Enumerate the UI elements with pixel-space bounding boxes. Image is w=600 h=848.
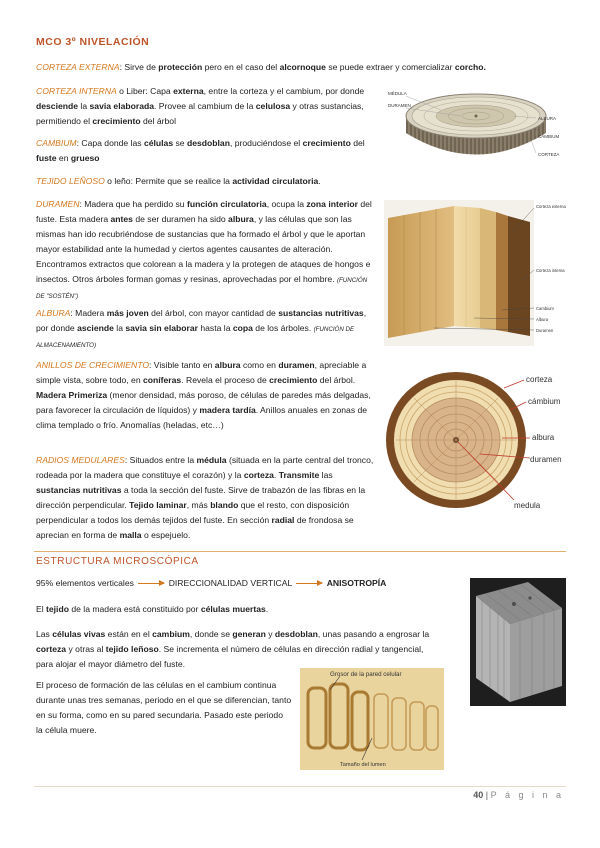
log-label-albura: ALBURA: [538, 116, 557, 121]
log-label-corteza: CORTEZA: [538, 152, 560, 157]
duramen-paragraph: DURAMEN: Madera que ha perdido su función circulatoria, ocupa la zona interior del fuste. Esta madera antes de ser duramen ha sido albura, y las células que son las mismas han ido recubriéndose de sustancias que ha formado el árbol y que le aportan mayor estabilidad ante la humedad y ciertos agentes causantes de alteración. Encontramos extractos que colorean a la madera y la protegen de ataques de hongos e insectos. Otros árboles forman gomas y resinas, aprovechadas por el hombre. (FUNCIÓN DE "SOSTÉN"): [36, 199, 372, 300]
term-anillos: ANILLOS DE CRECIMIENTO: [36, 360, 150, 370]
radios-paragraph: RADIOS MEDULARES: Situados entre la médula (situada en la parte central del tronco, rodeada por la madera que constituye el corazón) y la corteza. Transmite las sustancias nutritivas a toda la sección del fuste. Sirve de trabazón de las fibras en la dirección perpendicular. Tejido laminar, más blando que el resto, con disposición perpendicular a todos los demás tejidos del fuste. En sección radial de frondosa se aprecian en forma de malla o espejuelo.: [36, 455, 374, 540]
footer-separator: |: [485, 790, 489, 800]
section-heading-estructura: ESTRUCTURA MICROSCÓPICA: [36, 556, 199, 567]
term-corteza-interna: CORTEZA INTERNA: [36, 86, 117, 96]
footer-divider: [34, 786, 566, 787]
wedge-label-cambium: Cambium: [536, 306, 554, 311]
corteza-interna-paragraph: CORTEZA INTERNA o Liber: Capa externa, entre la corteza y el cambium, por donde desciende la savia elaborada. Provee al cambium de la celulosa y otras sustancias, permitiendo el crecimiento del árbol: [36, 86, 365, 126]
microscopic-block-figure: [470, 578, 566, 706]
page-word: P á g i n a: [490, 790, 564, 800]
albura-paragraph: ALBURA: Madera más joven del árbol, con mayor cantidad de sustancias nutritivas, por donde asciende la savia sin elaborar hasta la copa de los árboles. (FUNCIÓN DE ALMACENAMIENTO): [36, 308, 367, 349]
log-section-figure: [386, 78, 566, 178]
page-number: 40: [473, 790, 484, 800]
page-title: MCO 3º NIVELACIÓN: [36, 36, 150, 48]
celulas-vivas-paragraph: Las células vivas están en el cambium, donde se generan y desdoblan, unas pasando a engrosar la corteza y otras al tejido leñoso. Se incrementa el número de células en dirección radial y tangencial, para alojar el mayor diámetro del fuste.: [36, 629, 430, 669]
log-label-medula: MÉDULA: [388, 91, 407, 96]
ring-label-corteza: corteza: [526, 375, 553, 384]
term-albura: ALBURA: [36, 308, 71, 318]
section-divider: [34, 551, 566, 552]
wedge-label-albura: Albura: [536, 317, 549, 322]
ring-section-figure: [384, 366, 568, 516]
ring-label-medula: medula: [514, 501, 541, 510]
flow-step-2: DIRECCIONALIDAD VERTICAL: [168, 578, 292, 588]
term-duramen: DURAMEN: [36, 199, 80, 209]
cell-wall-figure: [300, 668, 444, 770]
footer-page: [460, 790, 564, 800]
ring-label-duramen: duramen: [530, 455, 562, 464]
wedge-label-corteza-externa: Corteza externa: [536, 204, 566, 209]
cell-label-lumen: Tamaño del lumen: [340, 762, 386, 768]
term-radios: RADIOS MEDULARES: [36, 455, 125, 465]
term-tejido-lenoso: TEJIDO LEÑOSO: [36, 176, 105, 186]
ring-label-cambium: cámbium: [528, 397, 561, 406]
tejido-paragraph: El tejido de la madera está constituido por células muertas.: [36, 604, 269, 614]
term-corteza-externa: CORTEZA EXTERNA: [36, 62, 120, 72]
corteza-externa-paragraph: CORTEZA EXTERNA: Sirve de protección pero en el caso del alcornoque se puede extraer y comercializar corcho.: [36, 62, 486, 72]
cambium-paragraph: CAMBIUM: Capa donde las células se desdoblan, produciéndose el crecimiento del fuste en grueso: [36, 138, 365, 163]
arrow-right-icon: [138, 583, 164, 584]
log-label-cambium: CAMBIUM: [538, 134, 560, 139]
cell-label-grosor: Grosor de la pared celular: [330, 671, 402, 678]
wedge-label-corteza-interna: Corteza interna: [536, 268, 565, 273]
arrow-right-icon: [296, 583, 322, 584]
term-cambium: CAMBIUM: [36, 138, 77, 148]
ring-label-albura: albura: [532, 433, 555, 442]
tejido-lenoso-paragraph: TEJIDO LEÑOSO o leño: Permite que se realice la actividad circulatoria.: [36, 176, 321, 186]
formacion-paragraph: El proceso de formación de las células en el cambium continua durante unas tres semanas, periodo en el que se diferencian, tanto en su forma, como en su pared secundaria. Pasado este periodo la célula muere.: [36, 680, 292, 735]
log-label-duramen: DURAMEN: [388, 103, 411, 108]
structure-flow: [36, 576, 456, 591]
wood-layers-figure: [384, 200, 568, 346]
flow-step-3: ANISOTROPÍA: [326, 578, 387, 588]
wedge-label-duramen: Duramen: [536, 328, 554, 333]
anillos-paragraph: ANILLOS DE CRECIMIENTO: Visible tanto en albura como en duramen, apreciable a simple vista, sobre todo, en coníferas. Revela el proceso de crecimiento del árbol. Madera Primeriza (menor densidad, más poroso, de células de paredes más delgadas, para favorecer la circulación de líquidos) y madera tardía. Anillos anuales en zonas de clima templado o frío. Anomalías (heladas, etc…): [36, 360, 371, 430]
flow-step-1: 95% elementos verticales: [36, 578, 134, 588]
